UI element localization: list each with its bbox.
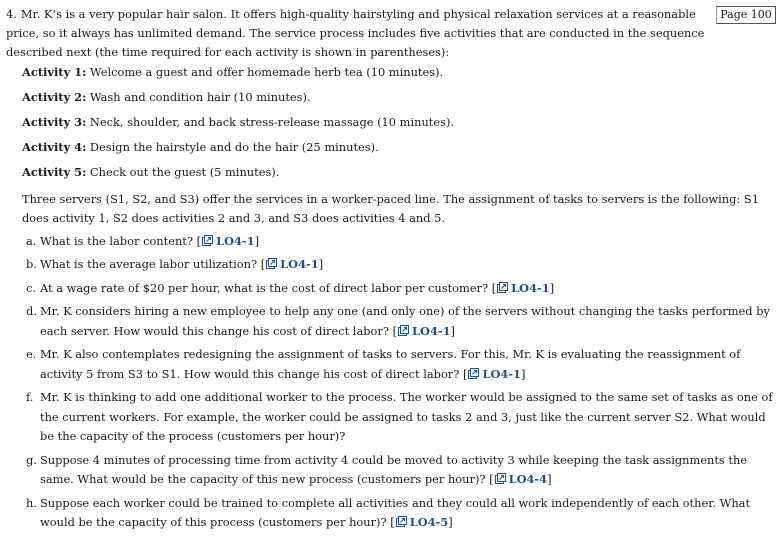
question-letter: a. — [26, 234, 37, 248]
problem-number: 4. — [6, 7, 17, 21]
activity-label: Activity 5: — [22, 165, 87, 179]
question-item — [26, 388, 774, 447]
question-text: Mr. K is thinking to add one additional worker to the process. The worker would be assigned to the same set of tasks as one of the current workers. For example, the worker could be assigned to tasks 2 and 3, just like the current server S2. What would be the capacity of the process (customers per hour)? — [40, 390, 773, 444]
learning-objective-code: LO4-1 — [482, 366, 521, 381]
learning-objective-link[interactable] — [397, 324, 451, 338]
question-letter: c. — [26, 280, 37, 295]
activity-item — [22, 162, 762, 187]
activity-label: Activity 1: — [22, 65, 87, 79]
external-link-icon — [468, 368, 479, 379]
external-link-icon — [396, 516, 407, 527]
activity-item — [22, 62, 762, 87]
learning-objective-code: LO4-1 — [216, 234, 255, 248]
activity-text: Design the hairstyle and do the hair (25 minutes). — [89, 140, 379, 154]
servers-paragraph: Three servers (S1, S2, and S3) offer the services in a worker-paced line. The assignment of tasks to servers is the following: S1 does activity 1, S2 does activities 2 and 3, and S3 does activities 4 and 5. — [22, 192, 759, 225]
external-link-icon — [202, 235, 213, 246]
question-text: What is the labor content? — [40, 234, 193, 248]
activity-text: Neck, shoulder, and back stress-release massage (10 minutes). — [89, 115, 455, 129]
activity-text: Check out the guest (5 minutes). — [89, 165, 280, 179]
learning-objective-code: LO4-4 — [508, 472, 548, 487]
activity-text: Welcome a guest and offer homemade herb tea (10 minutes). — [89, 65, 444, 79]
activity-text: Wash and condition hair (10 minutes). — [89, 90, 311, 104]
learning-objective-link[interactable] — [494, 472, 548, 486]
activity-item — [22, 137, 762, 162]
question-item: d. Mr. K considers hiring a new employee to help any one (and only one) of the servers without changing the tasks performed by each server. How would this change his cost of direct labor? [ LO4-1] — [26, 302, 774, 341]
question-text: Mr. K also contemplates redesigning the assignment of tasks to servers. For this, Mr. K is evaluating the reassignment of activity 5 from S3 to S1. How would this change his cost of direct labor? — [40, 347, 741, 381]
external-link-icon — [497, 282, 508, 293]
activity-list — [22, 62, 762, 187]
question-letter: h. — [26, 495, 37, 510]
question-letter: e. — [26, 347, 37, 362]
activity-item — [22, 87, 762, 112]
question-item: b. What is the average labor utilization? [ LO4-1] — [26, 255, 774, 275]
learning-objective-link[interactable] — [201, 234, 255, 248]
question-letter: b. — [26, 257, 37, 272]
question-letter: f. — [26, 390, 34, 405]
activity-label: Activity 2: — [22, 90, 87, 104]
activity-label: Activity 3: — [22, 115, 87, 129]
page-number-badge: Page 100 — [716, 6, 776, 24]
question-text: Suppose each worker could be trained to complete all activities and they could all work independently of each other. What would be the capacity of this process (customers per hour)? — [40, 495, 751, 530]
learning-objective-code: LO4-1 — [280, 257, 319, 272]
learning-objective-code: LO4-5 — [409, 515, 449, 530]
question-letter: d. — [26, 304, 37, 319]
question-letter: g. — [26, 452, 37, 467]
learning-objective-link[interactable] — [395, 515, 449, 529]
question-text: Mr. K considers hiring a new employee to help any one (and only one) of the servers without changing the tasks performed by each server. How would this change his cost of direct labor? — [40, 304, 770, 338]
external-link-icon — [398, 325, 409, 336]
learning-objective-code: LO4-1 — [412, 323, 451, 338]
question-text: What is the average labor utilization? — [40, 257, 258, 272]
question-text: At a wage rate of $20 per hour, what is the cost of direct labor per customer? — [40, 280, 489, 295]
question-item: h. Suppose each worker could be trained to complete all activities and they could all work independently of each other. What would be the capacity of this process (customers per hour)? [ LO4-5] — [26, 494, 774, 533]
external-link-icon — [495, 473, 506, 484]
problem-intro — [6, 5, 711, 62]
activity-label: Activity 4: — [22, 140, 87, 154]
activity-item — [22, 112, 762, 137]
question-item: c. At a wage rate of $20 per hour, what is the cost of direct labor per customer? [ LO4-1] — [26, 279, 774, 299]
question-item: e. Mr. K also contemplates redesigning the assignment of tasks to servers. For this, Mr. K is evaluating the reassignment of activity 5 from S3 to S1. How would this change his cost of direct labor? [ LO4-1] — [26, 345, 774, 384]
question-list — [26, 232, 774, 537]
question-text: Suppose 4 minutes of processing time from activity 4 could be moved to activity 3 while keeping the task assignments the same. What would be the capacity of this new process (customers per hour)? — [40, 452, 748, 487]
question-item: a. What is the labor content? [ LO4-1] — [26, 232, 774, 252]
learning-objective-code: LO4-1 — [511, 280, 550, 295]
learning-objective-link[interactable] — [496, 281, 550, 295]
learning-objective-link[interactable] — [265, 257, 319, 271]
learning-objective-link[interactable] — [467, 367, 521, 381]
question-item: g. Suppose 4 minutes of processing time from activity 4 could be moved to activity 3 while keeping the task assignments the same. What would be the capacity of this new process (customers per hour)? [ LO4-4] — [26, 451, 774, 490]
intro-text: Mr. K’s is a very popular hair salon. It offers high-quality hairstyling and physical relaxation services at a reasonable price, so it always has unlimited demand. The service process includes five activities that are conducted in the sequence described next (the time required for each activity is shown in parentheses): — [6, 7, 705, 59]
external-link-icon — [266, 258, 277, 269]
